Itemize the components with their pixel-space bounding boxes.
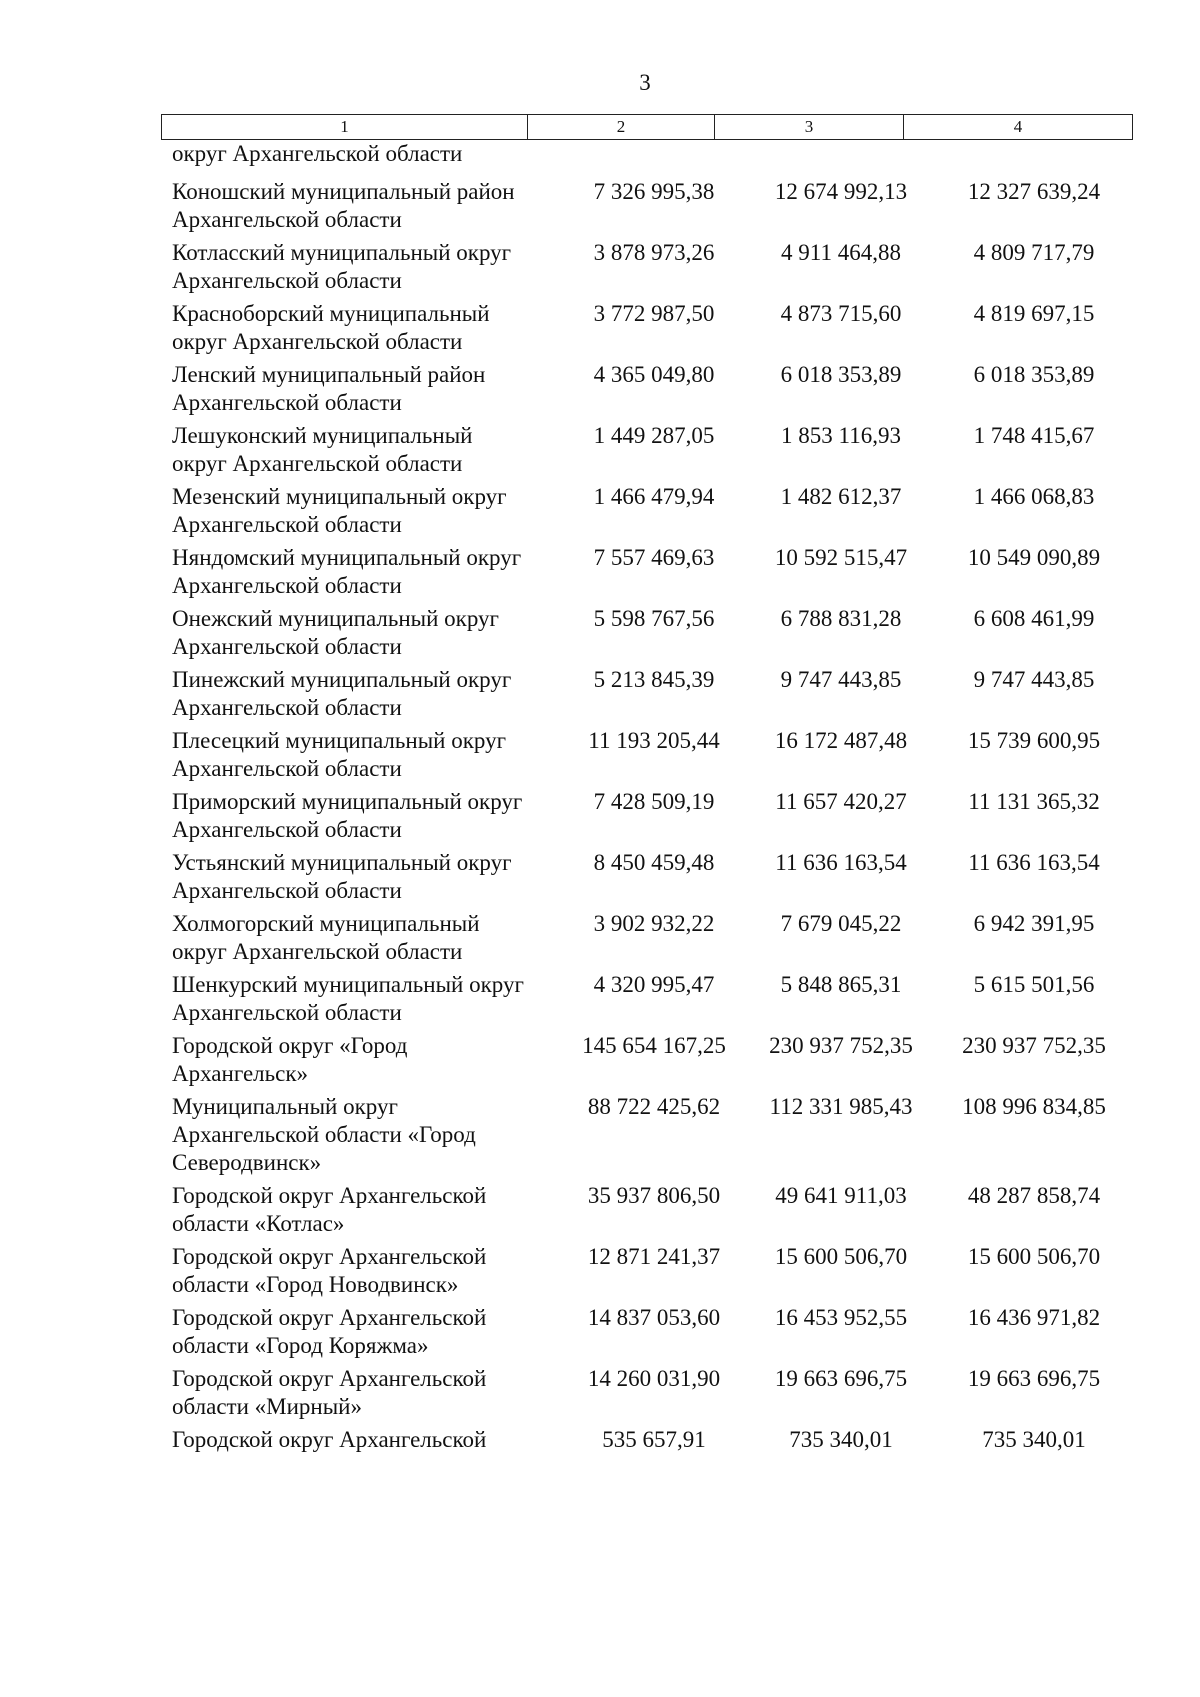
value-col-3: 16 172 487,48 bbox=[774, 728, 908, 753]
value-col-4: 5 615 501,56 bbox=[973, 972, 1095, 997]
value-col-4: 48 287 858,74 bbox=[967, 1183, 1101, 1208]
value-col-4: 11 636 163,54 bbox=[968, 850, 1100, 875]
municipality-name-line: области «Город Новодвинск» bbox=[172, 1272, 459, 1297]
table-row bbox=[161, 849, 1133, 905]
value-col-4: 4 819 697,15 bbox=[973, 301, 1095, 326]
page-number: 3 bbox=[639, 70, 651, 95]
municipality-name-line: Пинежский муниципальный округ bbox=[172, 667, 512, 692]
municipality-name-line: Городской округ «Город bbox=[172, 1033, 408, 1058]
municipality-name-line: Холмогорский муниципальный bbox=[172, 911, 480, 936]
value-col-4: 6 608 461,99 bbox=[973, 606, 1095, 631]
municipality-name-line: Городской округ Архангельской bbox=[172, 1305, 487, 1330]
municipality-name-line: Архангельской области bbox=[172, 207, 402, 232]
table-row bbox=[161, 300, 1133, 356]
table-row bbox=[161, 422, 1133, 478]
value-col-2: 14 837 053,60 bbox=[587, 1305, 721, 1330]
value-col-2: 535 657,91 bbox=[602, 1427, 706, 1452]
value-col-3: 735 340,01 bbox=[789, 1427, 893, 1452]
value-col-4: 15 739 600,95 bbox=[967, 728, 1101, 753]
municipality-name bbox=[161, 544, 561, 600]
municipality-name-line: Котласский муниципальный округ bbox=[172, 240, 512, 265]
table-row bbox=[161, 910, 1133, 966]
municipality-name bbox=[161, 910, 561, 966]
municipality-name-line: Архангельской области «Город bbox=[172, 1122, 476, 1147]
municipality-name bbox=[161, 239, 561, 295]
municipality-name-line: Коношский муниципальный район bbox=[172, 179, 515, 204]
municipality-name-line: Архангельск» bbox=[172, 1061, 309, 1086]
table-header bbox=[161, 114, 1133, 140]
value-col-4: 19 663 696,75 bbox=[967, 1366, 1101, 1391]
value-col-2: 14 260 031,90 bbox=[587, 1366, 721, 1391]
value-col-3: 1 853 116,93 bbox=[781, 423, 901, 448]
value-col-3: 5 848 865,31 bbox=[780, 972, 902, 997]
municipality-name-line: Архангельской области bbox=[172, 756, 402, 781]
municipality-name bbox=[161, 788, 561, 844]
value-col-2: 8 450 459,48 bbox=[593, 850, 715, 875]
municipality-name-line: Архангельской области bbox=[172, 1000, 402, 1025]
municipality-name bbox=[161, 605, 561, 661]
municipality-name bbox=[161, 1032, 561, 1088]
value-col-2: 1 466 479,94 bbox=[593, 484, 715, 509]
value-col-2: 145 654 167,25 bbox=[582, 1033, 726, 1058]
table-row bbox=[161, 1365, 1133, 1421]
value-col-4: 735 340,01 bbox=[982, 1427, 1086, 1452]
municipality-name bbox=[161, 483, 561, 539]
municipality-name bbox=[161, 422, 561, 478]
municipality-name-line: Лешуконский муниципальный bbox=[172, 423, 473, 448]
municipality-name bbox=[161, 1243, 561, 1299]
municipality-name-line: округ Архангельской области bbox=[172, 451, 463, 476]
header-col-2: 2 bbox=[528, 115, 715, 140]
municipality-name-line: Архангельской области bbox=[172, 878, 402, 903]
municipality-name bbox=[161, 1304, 561, 1360]
table-row bbox=[161, 1093, 1133, 1177]
municipality-name bbox=[161, 1426, 561, 1454]
table-row bbox=[161, 1304, 1133, 1360]
value-col-2: 7 326 995,38 bbox=[593, 179, 715, 204]
municipality-name-line: округ Архангельской области bbox=[172, 329, 463, 354]
municipality-name bbox=[161, 666, 561, 722]
value-col-3: 19 663 696,75 bbox=[774, 1366, 908, 1391]
value-col-4: 6 018 353,89 bbox=[973, 362, 1095, 387]
municipality-name-line: Архангельской области bbox=[172, 634, 402, 659]
municipality-name-line: Архангельской области bbox=[172, 512, 402, 537]
municipality-name-line: Городской округ Архангельской bbox=[172, 1183, 487, 1208]
value-col-3: 4 873 715,60 bbox=[780, 301, 902, 326]
value-col-2: 1 449 287,05 bbox=[593, 423, 715, 448]
municipality-name-line: Городской округ Архангельской bbox=[172, 1427, 487, 1452]
value-col-2: 3 772 987,50 bbox=[593, 301, 715, 326]
table-row bbox=[161, 1182, 1133, 1238]
table-body bbox=[161, 140, 1133, 1459]
value-col-2: 5 598 767,56 bbox=[593, 606, 715, 631]
continuation-row bbox=[161, 140, 1133, 168]
value-col-4: 4 809 717,79 bbox=[973, 240, 1095, 265]
municipality-name-line: округ Архангельской области bbox=[172, 939, 463, 964]
header-col-1: 1 bbox=[162, 115, 528, 140]
value-col-4: 108 996 834,85 bbox=[962, 1094, 1106, 1119]
value-col-3: 49 641 911,03 bbox=[775, 1183, 907, 1208]
table-row bbox=[161, 1032, 1133, 1088]
municipality-name bbox=[161, 1365, 561, 1421]
continuation-text: округ Архангельской области bbox=[172, 141, 463, 166]
value-col-4: 12 327 639,24 bbox=[967, 179, 1101, 204]
table-row bbox=[161, 1243, 1133, 1299]
value-col-3: 230 937 752,35 bbox=[769, 1033, 913, 1058]
header-col-3: 3 bbox=[715, 115, 904, 140]
municipality-name-line: области «Котлас» bbox=[172, 1211, 345, 1236]
value-col-2: 3 902 932,22 bbox=[593, 911, 715, 936]
value-col-2: 7 428 509,19 bbox=[593, 789, 715, 814]
value-col-2: 5 213 845,39 bbox=[593, 667, 715, 692]
value-col-3: 112 331 985,43 bbox=[769, 1094, 913, 1119]
value-col-4: 9 747 443,85 bbox=[973, 667, 1095, 692]
value-col-2: 3 878 973,26 bbox=[593, 240, 715, 265]
table-row bbox=[161, 971, 1133, 1027]
value-col-2: 35 937 806,50 bbox=[587, 1183, 721, 1208]
municipality-name-line: Шенкурский муниципальный округ bbox=[172, 972, 524, 997]
value-col-4: 16 436 971,82 bbox=[967, 1305, 1101, 1330]
value-col-2: 4 365 049,80 bbox=[593, 362, 715, 387]
value-col-2: 7 557 469,63 bbox=[593, 545, 715, 570]
municipality-name bbox=[161, 1093, 561, 1177]
value-col-3: 1 482 612,37 bbox=[780, 484, 902, 509]
municipality-name-line: Онежский муниципальный округ bbox=[172, 606, 499, 631]
table-row bbox=[161, 178, 1133, 234]
municipality-name-line: Плесецкий муниципальный округ bbox=[172, 728, 507, 753]
municipality-name-line: Северодвинск» bbox=[172, 1150, 322, 1175]
municipality-name bbox=[161, 178, 561, 234]
municipality-name-line: Няндомский муниципальный округ bbox=[172, 545, 522, 570]
value-col-3: 11 636 163,54 bbox=[775, 850, 907, 875]
table-row bbox=[161, 483, 1133, 539]
value-col-3: 10 592 515,47 bbox=[774, 545, 908, 570]
municipality-name-line: Архангельской области bbox=[172, 390, 402, 415]
municipality-name-line: Городской округ Архангельской bbox=[172, 1244, 487, 1269]
value-col-3: 15 600 506,70 bbox=[774, 1244, 908, 1269]
municipality-name-line: Архангельской области bbox=[172, 817, 402, 842]
municipality-name-line: Устьянский муниципальный округ bbox=[172, 850, 512, 875]
municipality-name-line: Архангельской области bbox=[172, 268, 402, 293]
table-row bbox=[161, 1426, 1133, 1454]
value-col-3: 9 747 443,85 bbox=[780, 667, 902, 692]
value-col-4: 15 600 506,70 bbox=[967, 1244, 1101, 1269]
table-row bbox=[161, 361, 1133, 417]
table-row bbox=[161, 239, 1133, 295]
value-col-3: 7 679 045,22 bbox=[780, 911, 902, 936]
municipality-name-line: Муниципальный округ bbox=[172, 1094, 398, 1119]
value-col-4: 11 131 365,32 bbox=[968, 789, 1100, 814]
table-row bbox=[161, 605, 1133, 661]
municipality-name-line: Архангельской области bbox=[172, 695, 402, 720]
value-col-2: 11 193 205,44 bbox=[588, 728, 720, 753]
municipality-name-line: Архангельской области bbox=[172, 573, 402, 598]
value-col-4: 6 942 391,95 bbox=[973, 911, 1095, 936]
municipality-name-line: Приморский муниципальный округ bbox=[172, 789, 523, 814]
municipality-name bbox=[161, 1182, 561, 1238]
value-col-3: 6 788 831,28 bbox=[780, 606, 902, 631]
municipality-name-line: Ленский муниципальный район bbox=[172, 362, 486, 387]
value-col-2: 4 320 995,47 bbox=[593, 972, 715, 997]
value-col-2: 88 722 425,62 bbox=[587, 1094, 721, 1119]
value-col-3: 12 674 992,13 bbox=[774, 179, 908, 204]
table-row bbox=[161, 544, 1133, 600]
municipality-name-line: области «Город Коряжма» bbox=[172, 1333, 429, 1358]
value-col-4: 1 466 068,83 bbox=[973, 484, 1095, 509]
value-col-3: 16 453 952,55 bbox=[774, 1305, 908, 1330]
value-col-4: 230 937 752,35 bbox=[962, 1033, 1106, 1058]
table-row bbox=[161, 788, 1133, 844]
header-col-4: 4 bbox=[904, 115, 1133, 140]
table-row bbox=[161, 727, 1133, 783]
value-col-4: 10 549 090,89 bbox=[967, 545, 1101, 570]
municipality-name-line: Красноборский муниципальный bbox=[172, 301, 490, 326]
municipality-name bbox=[161, 971, 561, 1027]
value-col-3: 11 657 420,27 bbox=[775, 789, 907, 814]
value-col-3: 4 911 464,88 bbox=[781, 240, 901, 265]
municipality-name bbox=[161, 849, 561, 905]
municipality-name bbox=[161, 300, 561, 356]
value-col-2: 12 871 241,37 bbox=[587, 1244, 721, 1269]
municipality-name bbox=[161, 727, 561, 783]
municipality-name bbox=[161, 361, 561, 417]
municipality-name-line: области «Мирный» bbox=[172, 1394, 362, 1419]
municipality-name-line: Городской округ Архангельской bbox=[172, 1366, 487, 1391]
value-col-4: 1 748 415,67 bbox=[973, 423, 1095, 448]
municipality-name-line: Мезенский муниципальный округ bbox=[172, 484, 507, 509]
table-row bbox=[161, 666, 1133, 722]
value-col-3: 6 018 353,89 bbox=[780, 362, 902, 387]
rows-container bbox=[161, 178, 1133, 1454]
